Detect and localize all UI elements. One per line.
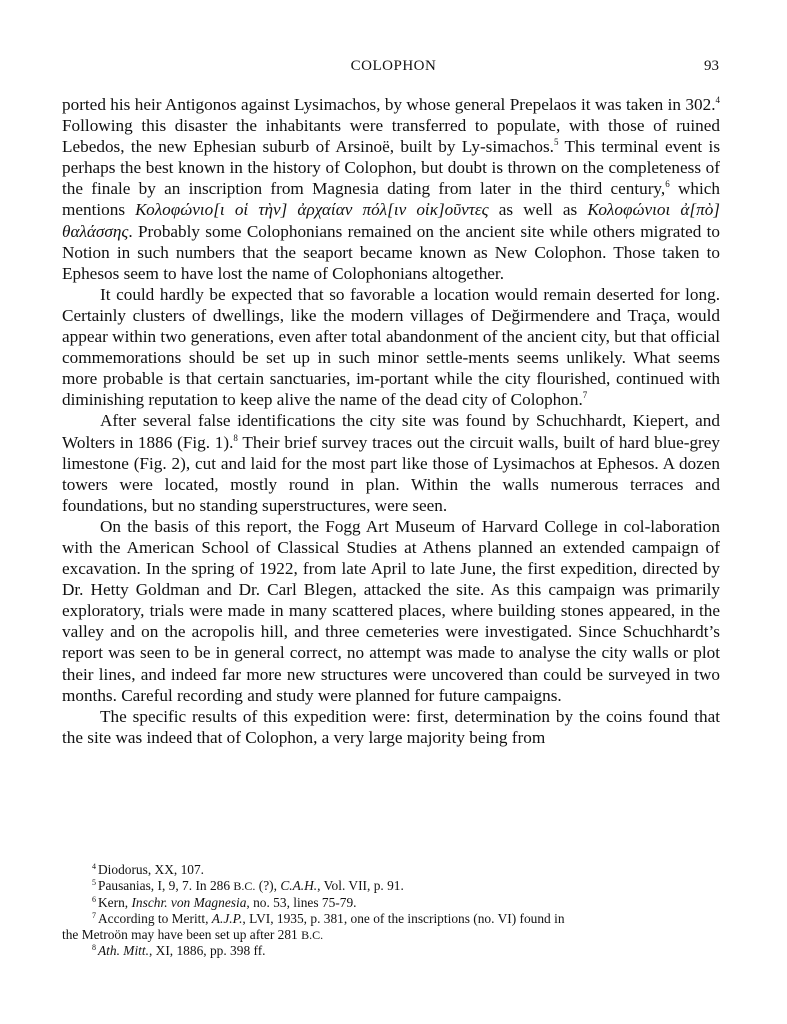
footnote-7: $^7$ According to Meritt, A.J.P., LVI, 1935, p. 381, one of the inscriptions (no. VI) found in — [92, 910, 565, 926]
footnotes — [62, 862, 720, 960]
running-title: COLOPHON — [350, 58, 437, 74]
footnote-6: $^6$ Kern, Inschr. von Magnesia, no. 53, lines 75-79. — [92, 894, 357, 910]
greek-quote-2: Κολοφώνιοι ἀ[πὸ] θαλάσσης — [62, 200, 720, 241]
main-text — [62, 94, 720, 748]
footnote-ref-4[interactable]: 4 — [715, 95, 720, 105]
footnote-ref-6[interactable]: 6 — [665, 179, 670, 190]
footnote-7-continued: the Metroön may have been set up after 281 B.C. — [62, 927, 324, 943]
paragraph-4: On the basis of this report, the Fogg Art Museum of Harvard College in col-laboration with the American School of Classical Studies at Athens planned an extended campaign of excavation. In the spring of 1922, from late April to late June, the first expedition, directed by Dr. Hetty Goldman and Dr. Carl Blegen, attacked the site. As this campaign was primarily exploratory, trials were made in many scattered places, where building stones appeared, in the valley and on the acropolis hill, and three cemeteries were investigated. Since Schuchhardt’s report was seen to be in general correct, no attempt was made to analyse the city walls or plot their lines, and indeed far more new structures were uncovered than could be surveyed in two months. Careful recording and study were planned for future campaigns. — [62, 516, 720, 705]
paragraph-1: ported his heir Antigonos against Lysimachos, by whose general Prepelaos it was taken in 302.$^4$ Following this disaster the inhabitants were transferred to populate, with those of ruined Lebedos, the new Ephesian suburb of Arsinoë, built by Ly-simachos.$^5$ This terminal event is perhaps the best known in the history of Colophon, but doubt is thrown on the completeness of the finale by an inscription from Magnesia dating from later in the third century,$^6$ which mentions Κολοφώνιο[ι οἱ τὴν] ἀρχαίαν πόλ[ιν οἰκ]οῦντες as well as Κολοφώνιοι ἀ[πὸ] θαλάσσης. Probably some Colophonians remained on the ancient site while others migrated to Notion in such numbers that the seaport became known as New Colophon. Those taken to Ephesos seem to have lost the name of Colophonians altogether. — [62, 95, 721, 283]
paragraph-5: The specific results of this expedition were: first, determination by the coins found that the site was indeed that of Colophon, a very large majority being from — [62, 706, 720, 747]
footnote-ref-5[interactable]: 5 — [553, 137, 559, 148]
greek-quote-1: Κολοφώνιο[ι οἱ τὴν] ἀρχαίαν πόλ[ιν οἰκ]οῦντες — [135, 200, 489, 220]
footnote-4: $^4$ Diodorus, XX, 107. — [92, 862, 205, 877]
footnote-ref-7[interactable]: 7 — [582, 390, 588, 401]
paragraph-3: After several false identifications the city site was found by Schuchhardt, Kiepert, and Wolters in 1886 (Fig. 1).$^8$ Their brief survey traces out the circuit walls, built of hard blue-grey limestone (Fig. 2), cut and laid for the most part like those of Lysimachos at Ephesos. A dozen towers were located, mostly round in plan. Within the walls numerous terraces and foundations, but no standing superstructures, were seen. — [62, 411, 720, 515]
page-number: 93 — [704, 58, 719, 74]
paragraph-2: It could hardly be expected that so favorable a location would remain deserted for long. Certainly clusters of dwellings, like the modern villages of Değirmendere and Traça, would appear within two generations, even after total abandonment of the ancient city, but that official commemorations should be set up in such minor settle-ments seems unlikely. What seems more probable is that certain sanctuaries, im-portant while the city flourished, continued with diminishing reputation to keep alive the name of the dead city of Colophon.$^7$ — [62, 284, 720, 410]
footnote-8: $^8$ Ath. Mitt., XI, 1886, pp. 398 ff. — [92, 943, 266, 959]
footnote-5: $^5$ Pausanias, I, 9, 7. In 286 B.C. (?), C.A.H., Vol. VII, p. 91. — [92, 878, 404, 894]
footnote-ref-8[interactable]: 8 — [233, 432, 238, 443]
